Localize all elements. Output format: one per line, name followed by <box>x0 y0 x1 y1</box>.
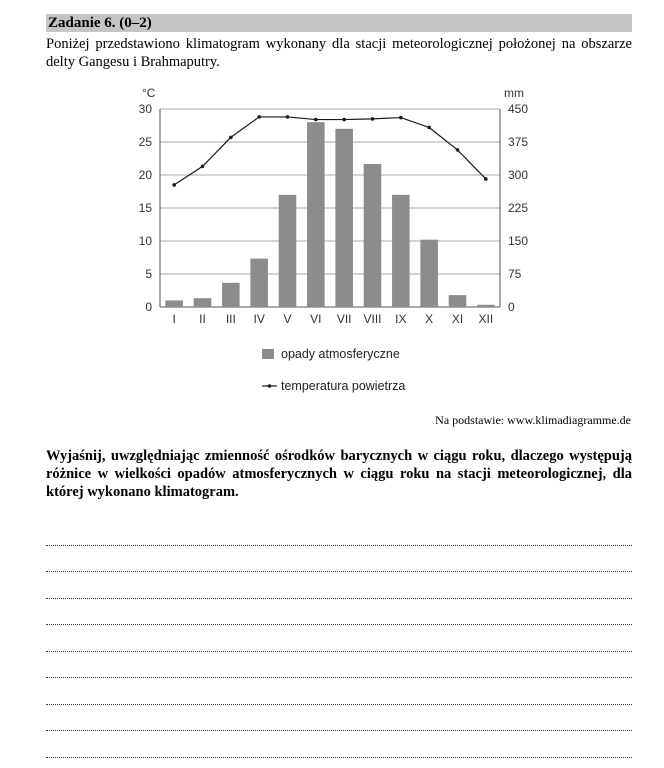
month-label: V <box>283 312 292 326</box>
answer-line[interactable] <box>46 599 632 626</box>
right-tick-label: 450 <box>508 102 529 116</box>
month-label: IV <box>253 312 265 326</box>
temperature-point <box>229 136 233 140</box>
source-note: Na podstawie: www.klimadiagramme.de <box>435 413 631 427</box>
temperature-point <box>257 115 261 119</box>
precipitation-bar <box>477 305 495 307</box>
right-tick-label: 150 <box>508 234 529 248</box>
answer-line[interactable] <box>46 678 632 705</box>
right-axis-unit: mm <box>504 86 524 100</box>
left-tick-label: 10 <box>138 234 152 248</box>
precipitation-bar <box>449 295 467 307</box>
precipitation-bar <box>279 195 297 307</box>
legend-bar-label: opady atmosferyczne <box>281 347 400 361</box>
answer-line[interactable] <box>46 625 632 652</box>
task-title: Zadanie 6. (0–2) <box>48 15 152 31</box>
month-label: II <box>199 312 206 326</box>
month-label: III <box>225 312 236 326</box>
answer-lines <box>46 519 632 758</box>
precipitation-bar <box>364 164 382 307</box>
answer-line[interactable] <box>46 572 632 599</box>
question-text: Wyjaśnij, uwzględniając zmienność ośrodków barycznych w ciągu roku, dlaczego występują różnice w wielkości opadów atmosferycznych w ciągu roku na stacji meteorologicznej, dla której wykonano klimatogram. <box>46 448 632 500</box>
legend-bar-swatch <box>262 349 274 359</box>
precipitation-bar <box>307 122 325 307</box>
answer-line[interactable] <box>46 652 632 679</box>
precipitation-bar <box>250 259 268 307</box>
right-tick-label: 75 <box>508 267 522 281</box>
month-label: XI <box>451 312 464 326</box>
legend-line-point <box>268 384 272 388</box>
left-tick-label: 30 <box>138 102 152 116</box>
precipitation-bar <box>420 240 438 307</box>
temperature-point <box>456 148 460 152</box>
answer-line[interactable] <box>46 731 632 758</box>
month-label: VII <box>336 312 352 326</box>
month-label: VI <box>310 312 322 326</box>
left-tick-label: 20 <box>138 168 152 182</box>
left-tick-label: 15 <box>138 201 152 215</box>
legend-line-label: temperatura powietrza <box>281 379 406 393</box>
month-label: I <box>172 312 176 326</box>
left-tick-label: 5 <box>145 267 152 281</box>
precipitation-bar <box>165 300 183 307</box>
temperature-point <box>427 126 431 130</box>
temperature-point <box>172 183 176 187</box>
month-label: IX <box>395 312 407 326</box>
right-tick-label: 0 <box>508 300 515 314</box>
precipitation-bar <box>222 283 240 307</box>
right-tick-label: 300 <box>508 168 529 182</box>
month-label: VIII <box>363 312 382 326</box>
temperature-point <box>314 118 318 122</box>
temperature-point <box>342 118 346 122</box>
left-tick-label: 25 <box>138 135 152 149</box>
month-label: XII <box>478 312 494 326</box>
precipitation-bar <box>335 129 353 307</box>
task-intro: Poniżej przedstawiono klimatogram wykonany dla stacji meteorologicznej położonej na obszarze delty Gangesu i Brahmaputry. <box>46 36 632 70</box>
temperature-point <box>286 115 290 119</box>
temperature-point <box>484 177 488 181</box>
right-tick-label: 375 <box>508 135 529 149</box>
precipitation-bar <box>194 298 212 307</box>
answer-line[interactable] <box>46 546 632 573</box>
temperature-point <box>201 165 205 169</box>
temperature-point <box>371 117 375 121</box>
answer-line[interactable] <box>46 705 632 732</box>
month-label: X <box>425 312 434 326</box>
temperature-point <box>399 116 403 120</box>
left-tick-label: 0 <box>145 300 152 314</box>
precipitation-bar <box>392 195 410 307</box>
left-axis-unit: °C <box>142 86 156 100</box>
right-tick-label: 225 <box>508 201 529 215</box>
answer-line[interactable] <box>46 519 632 546</box>
